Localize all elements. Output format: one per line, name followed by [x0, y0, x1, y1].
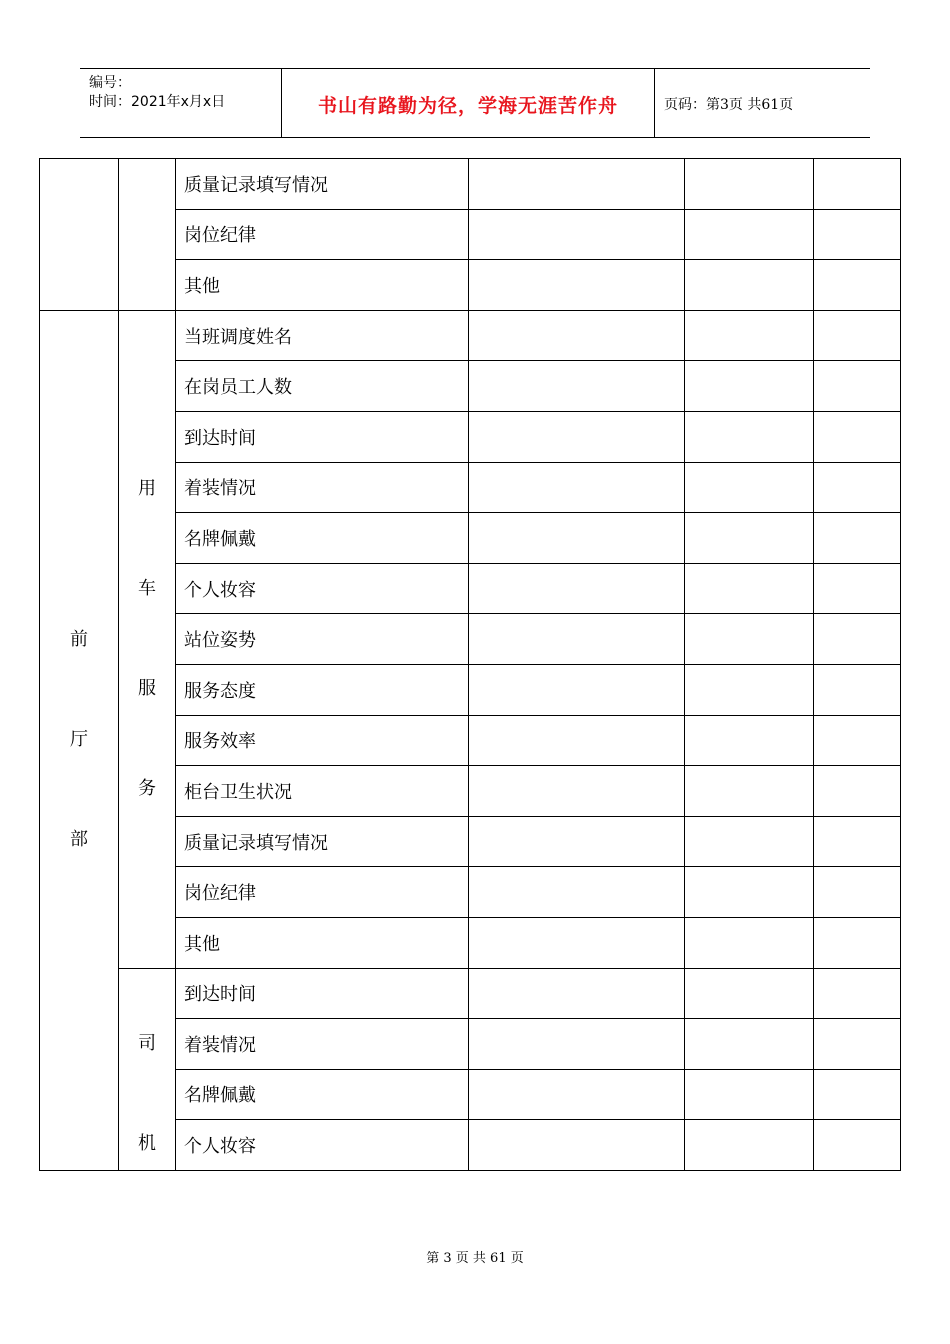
content-cell[interactable] — [469, 1120, 685, 1171]
item-label: 着装情况 — [176, 462, 469, 513]
result-cell[interactable] — [685, 968, 814, 1019]
content-cell[interactable] — [469, 513, 685, 564]
result-cell[interactable] — [685, 715, 814, 766]
remark-cell[interactable] — [814, 1019, 901, 1070]
header-page-info: 页码：第3页 共61页 — [664, 97, 794, 113]
item-label: 到达时间 — [176, 968, 469, 1019]
item-label: 在岗员工人数 — [176, 361, 469, 412]
content-cell[interactable] — [469, 766, 685, 817]
content-cell[interactable] — [469, 968, 685, 1019]
result-cell[interactable] — [685, 664, 814, 715]
item-label: 到达时间 — [176, 411, 469, 462]
content-cell[interactable] — [469, 867, 685, 918]
header-meta-cell — [80, 69, 281, 137]
content-cell[interactable] — [469, 310, 685, 361]
item-label: 名牌佩戴 — [176, 513, 469, 564]
item-label: 柜台卫生状况 — [176, 766, 469, 817]
document-date-label: 时间：2021年x月x日 — [89, 94, 226, 110]
group-cell-blank — [119, 159, 176, 311]
result-cell[interactable] — [685, 1069, 814, 1120]
result-cell[interactable] — [685, 816, 814, 867]
remark-cell[interactable] — [814, 1120, 901, 1171]
item-label: 岗位纪律 — [176, 867, 469, 918]
table-row — [40, 159, 901, 210]
remark-cell[interactable] — [814, 159, 901, 210]
item-label: 站位姿势 — [176, 614, 469, 665]
motto-text: 书山有路勤为径，学海无涯苦作舟 — [317, 95, 618, 117]
result-cell[interactable] — [685, 462, 814, 513]
content-cell[interactable] — [469, 664, 685, 715]
result-cell[interactable] — [685, 867, 814, 918]
remark-cell[interactable] — [814, 563, 901, 614]
result-cell[interactable] — [685, 310, 814, 361]
result-cell[interactable] — [685, 614, 814, 665]
table-row — [40, 310, 901, 361]
remark-cell[interactable] — [814, 1069, 901, 1120]
content-cell[interactable] — [469, 411, 685, 462]
dept-cell-blank — [40, 159, 119, 311]
remark-cell[interactable] — [814, 816, 901, 867]
item-label: 质量记录填写情况 — [176, 816, 469, 867]
result-cell[interactable] — [685, 260, 814, 311]
page-footer: 第 3 页 共 61 页 — [426, 1251, 524, 1266]
remark-cell[interactable] — [814, 968, 901, 1019]
remark-cell[interactable] — [814, 867, 901, 918]
header-page-cell — [655, 69, 870, 137]
item-label: 着装情况 — [176, 1019, 469, 1070]
content-cell[interactable] — [469, 614, 685, 665]
item-label: 其他 — [176, 917, 469, 968]
item-label: 服务态度 — [176, 664, 469, 715]
result-cell[interactable] — [685, 766, 814, 817]
content-cell[interactable] — [469, 917, 685, 968]
remark-cell[interactable] — [814, 513, 901, 564]
item-label: 个人妆容 — [176, 563, 469, 614]
remark-cell[interactable] — [814, 766, 901, 817]
group-cell-driver — [119, 968, 176, 1170]
header-motto-cell — [281, 69, 655, 137]
remark-cell[interactable] — [814, 715, 901, 766]
document-number-label: 编号： — [89, 75, 131, 91]
result-cell[interactable] — [685, 917, 814, 968]
result-cell[interactable] — [685, 159, 814, 210]
group-cell-car-service — [119, 310, 176, 968]
item-label: 当班调度姓名 — [176, 310, 469, 361]
group-label-driver: 司 机 — [138, 1032, 156, 1154]
result-cell[interactable] — [685, 1120, 814, 1171]
inspection-table — [39, 158, 901, 1171]
group-label-car-service: 用 车 服 务 — [138, 477, 156, 799]
content-cell[interactable] — [469, 563, 685, 614]
item-label: 其他 — [176, 260, 469, 311]
content-cell[interactable] — [469, 715, 685, 766]
remark-cell[interactable] — [814, 614, 901, 665]
item-label: 岗位纪律 — [176, 209, 469, 260]
remark-cell[interactable] — [814, 462, 901, 513]
page-header — [80, 68, 870, 138]
item-label: 质量记录填写情况 — [176, 159, 469, 210]
result-cell[interactable] — [685, 361, 814, 412]
content-cell[interactable] — [469, 260, 685, 311]
department-label: 前 厅 部 — [70, 628, 88, 850]
remark-cell[interactable] — [814, 664, 901, 715]
content-cell[interactable] — [469, 209, 685, 260]
department-cell — [40, 310, 119, 1170]
content-cell[interactable] — [469, 159, 685, 210]
result-cell[interactable] — [685, 513, 814, 564]
content-cell[interactable] — [469, 1069, 685, 1120]
remark-cell[interactable] — [814, 260, 901, 311]
remark-cell[interactable] — [814, 310, 901, 361]
result-cell[interactable] — [685, 209, 814, 260]
remark-cell[interactable] — [814, 411, 901, 462]
content-cell[interactable] — [469, 816, 685, 867]
item-label: 个人妆容 — [176, 1120, 469, 1171]
remark-cell[interactable] — [814, 917, 901, 968]
result-cell[interactable] — [685, 563, 814, 614]
content-cell[interactable] — [469, 1019, 685, 1070]
result-cell[interactable] — [685, 1019, 814, 1070]
content-cell[interactable] — [469, 462, 685, 513]
table-row — [40, 968, 901, 1019]
item-label: 名牌佩戴 — [176, 1069, 469, 1120]
remark-cell[interactable] — [814, 361, 901, 412]
content-cell[interactable] — [469, 361, 685, 412]
remark-cell[interactable] — [814, 209, 901, 260]
result-cell[interactable] — [685, 411, 814, 462]
item-label: 服务效率 — [176, 715, 469, 766]
